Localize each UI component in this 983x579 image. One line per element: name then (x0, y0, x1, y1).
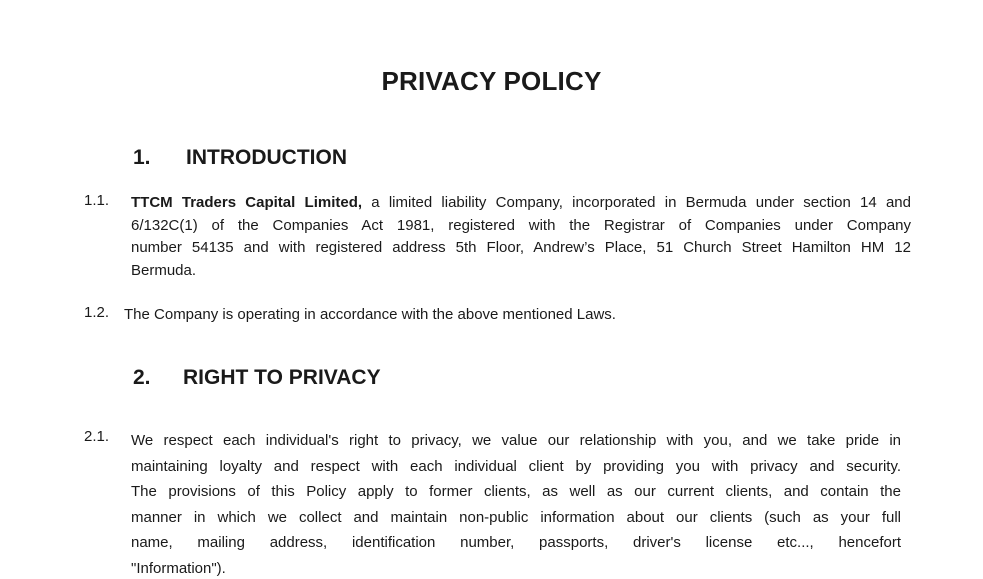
section-heading-introduction (133, 146, 433, 172)
clause-line: manner in which we collect and maintain non-public information about our clients (such as your full (131, 508, 901, 526)
page-title: PRIVACY POLICY (381, 66, 602, 96)
clause-line: number 54135 and with registered address 5th Floor, Andrew’s Place, 51 Church Street Hamilton HM 12 (131, 239, 911, 256)
clause-line: "Information"). (131, 559, 226, 577)
clause-1-2 (84, 304, 914, 326)
clause-number: 2.1. (84, 428, 110, 445)
clause-line: The provisions of this Policy apply to former clients, as well as our current clients, and contain the (131, 483, 901, 500)
clause-number: 1.1. (84, 192, 110, 209)
clause-body (124, 304, 904, 326)
section-number: 2. (133, 366, 151, 389)
clause-number: 1.2. (84, 304, 110, 321)
section-heading-right-to-privacy (133, 366, 433, 392)
section-title: INTRODUCTION (186, 146, 347, 169)
clause-body (131, 192, 911, 282)
section-number: 1. (133, 146, 151, 169)
clause-line: name, mailing address, identification number, passports, driver's license etc..., hencefort (131, 534, 901, 551)
section-title: RIGHT TO PRIVACY (183, 366, 381, 389)
clause-line: Bermuda. (131, 261, 197, 279)
clause-1-1 (84, 192, 914, 282)
clause-2-1 (84, 428, 914, 578)
clause-line: The Company is operating in accordance with the above mentioned Laws. (124, 306, 616, 323)
company-name: TTCM Traders Capital Limited, (131, 194, 363, 211)
clause-line-text: a limited liability Company, incorporated in Bermuda under section 14 and (362, 194, 911, 211)
clause-line: We respect each individual's right to privacy, we value our relationship with you, and we take pride in (131, 432, 901, 449)
clause-body (131, 428, 901, 579)
clause-line: maintaining loyalty and respect with each individual client by providing you with privacy and security. (131, 457, 901, 475)
clause-line: 6/132C(1) of the Companies Act 1981, registered with the Registrar of Companies under Company (131, 216, 911, 234)
clause-line (131, 192, 911, 215)
